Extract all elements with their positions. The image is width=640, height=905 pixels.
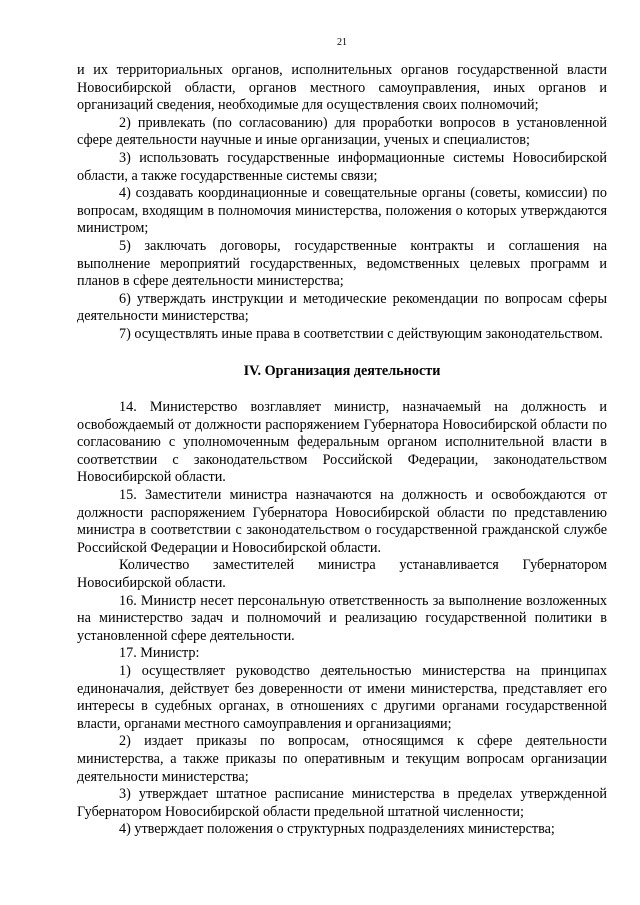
paragraph: 17. Министр: <box>119 645 200 662</box>
paragraph: 2) привлекать (по согласованию) для проработки вопросов в установленной сфере деятельности научные и иные организации, ученых и специалистов; <box>77 114 607 149</box>
page-number: 21 <box>337 37 347 48</box>
paragraph: 6) утверждать инструкции и методические рекомендации по вопросам сферы деятельности министерства; <box>77 290 607 325</box>
paragraph: 15. Заместители министра назначаются на должность и освобождаются от должности распоряжением Губернатора Новосибирской области по представлению министра в соответствии с законодательством о государственной гражданской службе Российской Федерации и Новосибирской области. <box>77 487 607 556</box>
paragraph: 14. Министерство возглавляет министр, назначаемый на должность и освобождаемый от должности распоряжением Губернатора Новосибирской области по согласованию с уполномоченным федеральным органом исполнительной власти в соответствии с законодательством Российской Федерации, законодательством Новосибирской области. <box>77 399 607 486</box>
paragraph: 3) утверждает штатное расписание министерства в пределах утвержденной Губернатором Новосибирской области предельной штатной численности; <box>77 786 607 820</box>
paragraph: 4) создавать координационные и совещательные органы (советы, комиссии) по вопросам, входящим в полномочия министерства, положения о которых утверждаются министром; <box>77 185 607 237</box>
paragraph: и их территориальных органов, исполнительных органов государственной власти Новосибирской области, органов местного самоуправления, иных органов и организаций сведения, необходимые для осуществления своих полномочий; <box>77 62 607 114</box>
paragraph: 3) использовать государственные информационные системы Новосибирской области, а также государственные системы связи; <box>77 149 607 184</box>
paragraph: Количество заместителей министра устанавливается Губернатором Новосибирской области. <box>77 557 607 592</box>
paragraphs-before <box>77 62 607 344</box>
paragraphs-after <box>77 399 607 839</box>
paragraph: 16. Министр несет персональную ответственность за выполнение возложенных на министерство задач и полномочий и реализацию государственной политики в установленной сфере деятельности. <box>77 592 607 644</box>
paragraph: 1) осуществляет руководство деятельностью министерства на принципах единоначалия, действует без доверенности от имени министерства, представляет его интересы в судебных органах, в отношениях с другими органами государственной власти, органами местного самоуправления и организациями; <box>77 663 607 732</box>
paragraph: 5) заключать договоры, государственные контракты и соглашения на выполнение мероприятий государственных, ведомственных целевых программ и планов в сфере деятельности министерства; <box>77 237 607 290</box>
paragraph: 4) утверждает положения о структурных подразделениях министерства; <box>119 821 555 838</box>
paragraph: 7) осуществлять иные права в соответствии с действующим законодательством. <box>119 325 603 342</box>
section-heading: IV. Организация деятельности <box>243 362 441 379</box>
paragraph: 2) издает приказы по вопросам, относящимся к сфере деятельности министерства, а также приказы по оперативным и текущим вопросам организации деятельности министерства; <box>77 733 607 785</box>
